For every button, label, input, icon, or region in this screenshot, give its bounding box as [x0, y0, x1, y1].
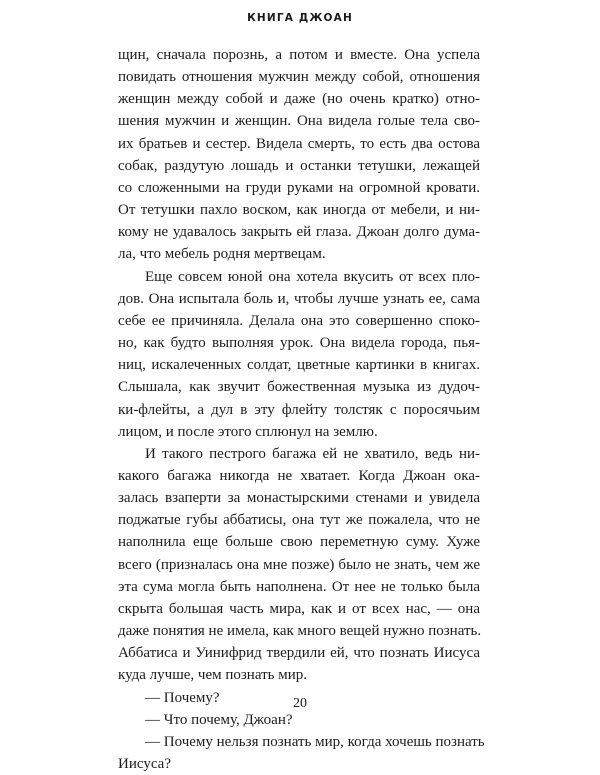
text-line: женщин между собой и даже (но очень кратко) отно- [118, 91, 480, 108]
text-line: наполнила еще больше свою переметную суму. Хуже [118, 534, 480, 551]
text-line: ки-флейты, а дул в эту флейту толстяк с поросячьим [118, 401, 480, 418]
text-line: какого багажа никогда не хватает. Когда Джоан ока- [118, 467, 480, 484]
text-line: куда лучше, чем познать мир. [118, 667, 308, 684]
text-line: — Почему нельзя познать мир, когда хочешь познать [145, 733, 485, 750]
text-line: кому не удавалось закрыть ей глаза. Джоан долго дума- [118, 224, 480, 241]
text-line: дов. Она испытала боль и, чтобы лучше узнать ее, сама [118, 290, 480, 307]
paragraph [118, 443, 480, 687]
text-line: себе ее причиняла. Делала она это совершенно споко- [118, 312, 480, 329]
text-line: даже понятия не имела, как много вещей нужно познать. [118, 623, 482, 640]
text-line: всего (призналась она мне позже) было не знать, чем же [118, 556, 480, 573]
text-line: скрыта большая часть мира, как и от всех нас, — она [118, 600, 480, 617]
text-line: щин, сначала порознь, а потом и вместе. Она успела [118, 47, 480, 63]
running-head: КНИГА ДЖОАН [247, 12, 353, 24]
text-line: ниц, искалеченных солдат, цветные картинки в книгах. [118, 357, 480, 374]
text-line: лицом, и после этого сплюнул на землю. [118, 423, 378, 440]
text-line: От тетушки пахло воском, как иногда от мебели, и ни- [118, 202, 480, 219]
text-line: эта сума могла быть наполнена. От нее не только была [118, 578, 480, 595]
text-line: повидать отношения мужчин между собой, отношения [118, 69, 480, 86]
text-line: ла, что мебель родня мертвецам. [118, 246, 326, 263]
page-number: 20 [293, 696, 307, 711]
text-line: шения мужчин и женщин. Она видела голые тела сво- [118, 113, 480, 130]
body-text [118, 44, 485, 775]
text-line: залась взаперти за монастырскими стенами и увидела [118, 490, 480, 507]
text-line: их братьев и сестер. Видела смерть, то есть два остова [118, 135, 480, 152]
text-line: — Почему? [145, 689, 220, 706]
text-line: — Что почему, Джоан? [145, 711, 293, 728]
text-line: со сложенными на груди руками на огромной кровати. [118, 179, 480, 196]
text-line: Еще совсем юной она хотела вкусить от всех пло- [145, 268, 480, 285]
text-line: Иисуса? [118, 756, 171, 772]
paragraph [118, 266, 480, 443]
dialogue-line [118, 731, 485, 775]
text-line: Слышала, как звучит божественная музыка из дудоч- [118, 379, 480, 396]
dialogue-line [118, 709, 480, 731]
text-line: но, как будто выполняя урок. Она видела города, пья- [118, 335, 480, 352]
text-line: собак, раздутую лошадь и останки тетушки, лежащей [118, 157, 480, 174]
text-line: И такого пестрого багажа ей не хватило, ведь ни- [145, 445, 480, 462]
paragraph [118, 44, 480, 266]
text-line: поджатые губы аббатисы, она тут же пожалела, что не [118, 512, 480, 529]
text-line: Аббатиса и Уинифрид твердили ей, что познать Иисуса [118, 645, 480, 662]
